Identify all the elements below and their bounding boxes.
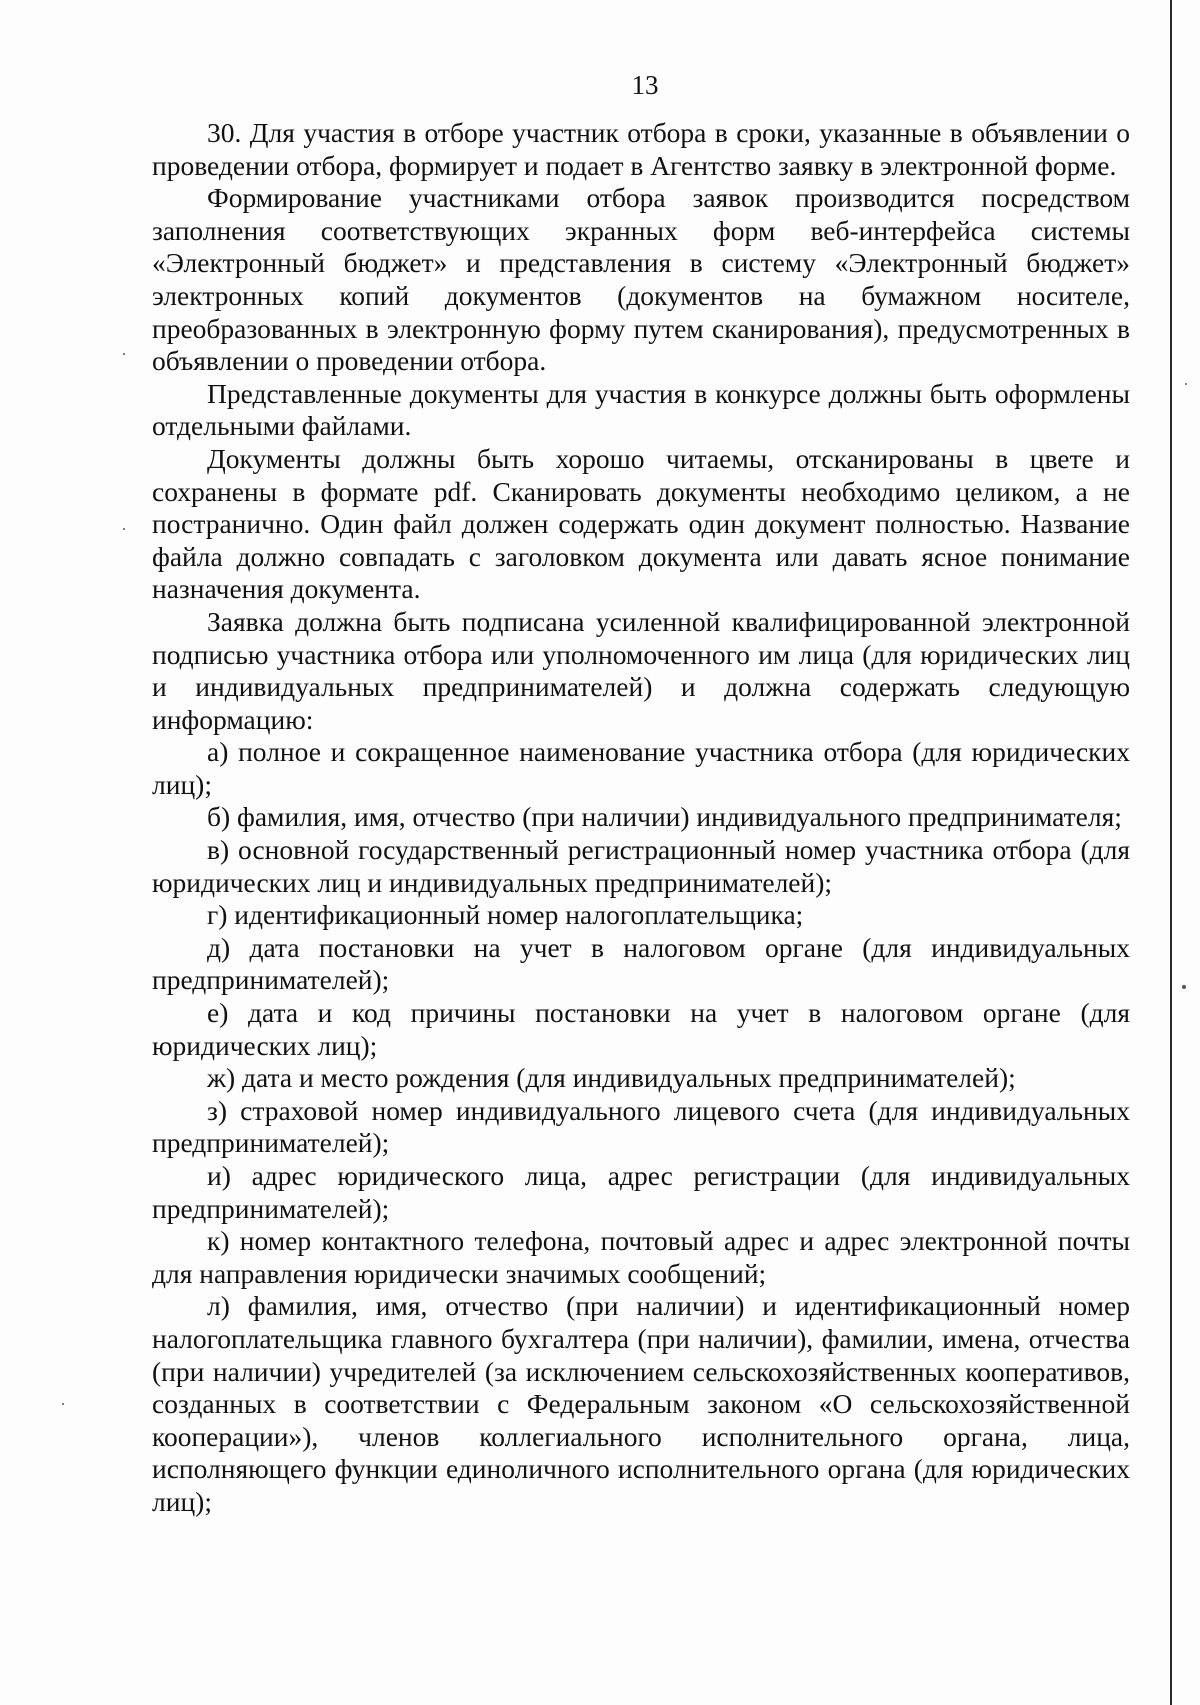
scan-speck (62, 1403, 64, 1405)
document-body (152, 117, 1130, 1519)
list-item-v: в) основной государственный регистрационный номер участника отбора (для юридических лиц и индивидуальных предпринимателей); (152, 834, 1130, 898)
list-item-g: г) идентификационный номер налогоплательщика; (207, 899, 804, 931)
page-number: 13 (631, 70, 659, 100)
paragraph-separate-files: Представленные документы для участия в конкурсе должны быть оформлены отдельными файлами. (152, 377, 1130, 442)
list-item-i: и) адрес юридического лица, адрес регистрации (для индивидуальных предпринимателей); (152, 1160, 1130, 1224)
scan-speck (123, 528, 125, 530)
scan-speck (123, 353, 125, 355)
list-item-zh: ж) дата и место рождения (для индивидуальных предпринимателей); (207, 1062, 1016, 1094)
scan-speck (1182, 985, 1186, 989)
list-item-d: д) дата постановки на учет в налоговом органе (для индивидуальных предпринимателей); (152, 931, 1130, 996)
scan-speck (1185, 383, 1187, 385)
list-item-z: з) страховой номер индивидуального лицевого счета (для индивидуальных предпринимателей); (152, 1094, 1130, 1159)
paragraph-document-requirements: Документы должны быть хорошо читаемы, отсканированы в цвете и сохранены в формате pdf. Сканировать документы необходимо целиком, а не постранично. Один файл должен содержать один документ полностью. Название файла должно совпадать с заголовком документа или давать ясное понимание назначения документа. (152, 442, 1130, 605)
paragraph-signature-requirements: Заявка должна быть подписана усиленной квалифицированной электронной подписью участника отбора или уполномоченного им лица (для юридических лиц и индивидуальных предпринимателей) и должна содержать следующую информацию: (152, 605, 1130, 735)
list-item-a: а) полное и сокращенное наименование участника отбора (для юридических лиц); (152, 736, 1130, 800)
list-item-e: е) дата и код причины постановки на учет в налоговом органе (для юридических лиц); (152, 997, 1130, 1061)
list-item-b: б) фамилия, имя, отчество (при наличии) индивидуального предпринимателя; (207, 801, 1122, 833)
paragraph-forming-applications: Формирование участниками отбора заявок производится посредством заполнения соответствующих экранных форм веб-интерфейса системы «Электронный бюджет» и представления в систему «Электронный бюджет» электронных копий документов (документов на бумажном носителе, преобразованных в электронную форму путем сканирования), предусмотренных в объявлении о проведении отбора. (152, 182, 1130, 377)
scan-edge-line (1170, 0, 1172, 1705)
paragraph-item-30: 30. Для участия в отборе участник отбора в сроки, указанные в объявлении о проведении отбора, формирует и подает в Агентство заявку в электронной форме. (152, 117, 1130, 181)
list-item-l: л) фамилия, имя, отчество (при наличии) и идентификационный номер налогоплательщика главного бухгалтера (при наличии), фамилии, имена, отчества (при наличии) учредителей (за исключением сельскохозяйственных кооперативов, созданных в соответствии с Федеральным законом «О сельскохозяйственной кооперации»), членов коллегиального исполнительного органа, лица, исполняющего функции единоличного исполнительного органа (для юридических лиц); (152, 1290, 1130, 1517)
list-item-k: к) номер контактного телефона, почтовый адрес и адрес электронной почты для направления юридически значимых сообщений; (152, 1225, 1130, 1289)
